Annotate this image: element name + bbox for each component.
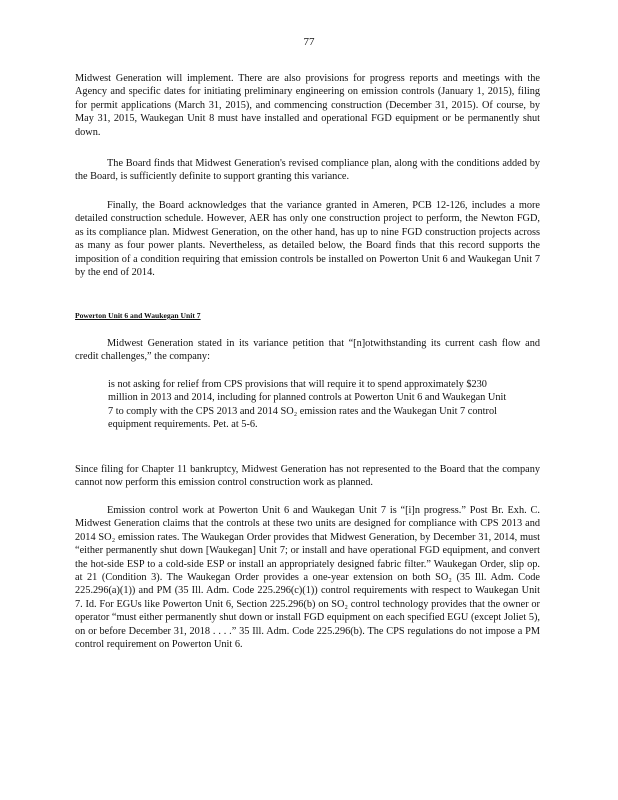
paragraph-compliance-schedule: Midwest Generation will implement. There are also provisions for progress reports and meetings with the Agency and specific dates for initiating preliminary engineering on emission controls (January 1, 2015), filing for permit applications (March 31, 2015), and commencing construction (December 31, 2015). Of course, by May 31, 2015, Waukegan Unit 8 must have installed and operational FGD equipment or be permanently shut down. — [75, 73, 540, 138]
block-quote: is not asking for relief from CPS provisions that will require it to spend approximately $230 million in 2013 and 2014, including for planned controls at Powerton Unit 6 and Waukegan Unit 7 to comply with the CPS 2013 and 2014 SO₂ emission rates and the Waukegan Unit 7 control equipment requirements. Pet. at 5-6. — [108, 379, 507, 431]
paragraph-board-finding: The Board finds that Midwest Generation's revised compliance plan, along with the conditions added by the Board, is sufficiently definite to support granting this variance. — [75, 158, 540, 183]
section-heading: Powerton Unit 6 and Waukegan Unit 7 — [75, 311, 201, 320]
paragraph-ameren-comparison: Finally, the Board acknowledges that the variance granted in Ameren, PCB 12-126, includes a more detailed construction schedule. However, AER has only one construction project to perform, the Newton FGD, as its compliance plan. Midwest Generation, on the other hand, has up to nine FGD construction projects across as many as four power plants. Nevertheless, as detailed below, the Board finds that this record supports the imposition of a condition requiring that emission controls be installed on Powerton Unit 6 and Waukegan Unit 7 by the end of 2014. — [75, 200, 540, 279]
paragraph-bankruptcy: Since filing for Chapter 11 bankruptcy, Midwest Generation has not represented to the Board that the company cannot now perform this emission control construction work as planned. — [75, 464, 540, 489]
page-number: 77 — [303, 36, 315, 48]
paragraph-variance-petition: Midwest Generation stated in its variance petition that “[n]otwithstanding its current cash flow and credit challenges,” the company: — [75, 338, 540, 363]
paragraph-emission-control-work: Emission control work at Powerton Unit 6 and Waukegan Unit 7 is “[i]n progress.” Post Br. Exh. C. Midwest Generation claims that the controls at these two units are designed for compliance with CPS 2013 and 2014 SO₂ emission rates. The Waukegan Order provides that Midwest Generation, by December 31, 2014, must “either permanently shut down [Waukegan] Unit 7; or install and have operational FGD equipment, and convert the hot-side ESP to a cold-side ESP or install an appropriately designed fabric filter.” Waukegan Order, slip op. at 21 (Condition 3). The Waukegan Order provides a one-year extension on both SO₂ (35 Ill. Adm. Code 225.296(a)(1)) and PM (35 Ill. Adm. Code 225.296(c)(1)) control requirements with respect to Waukegan Unit 7. Id. For EGUs like Powerton Unit 6, Section 225.296(b) on SO₂ control technology provides that the owner or operator “must either permanently shut down or install FGD equipment on each specified EGU (except Joliet 5), on or before December 31, 2018 . . . .” 35 Ill. Adm. Code 225.296(b). The CPS regulations do not impose a PM control requirement on Powerton Unit 6. — [75, 505, 540, 651]
